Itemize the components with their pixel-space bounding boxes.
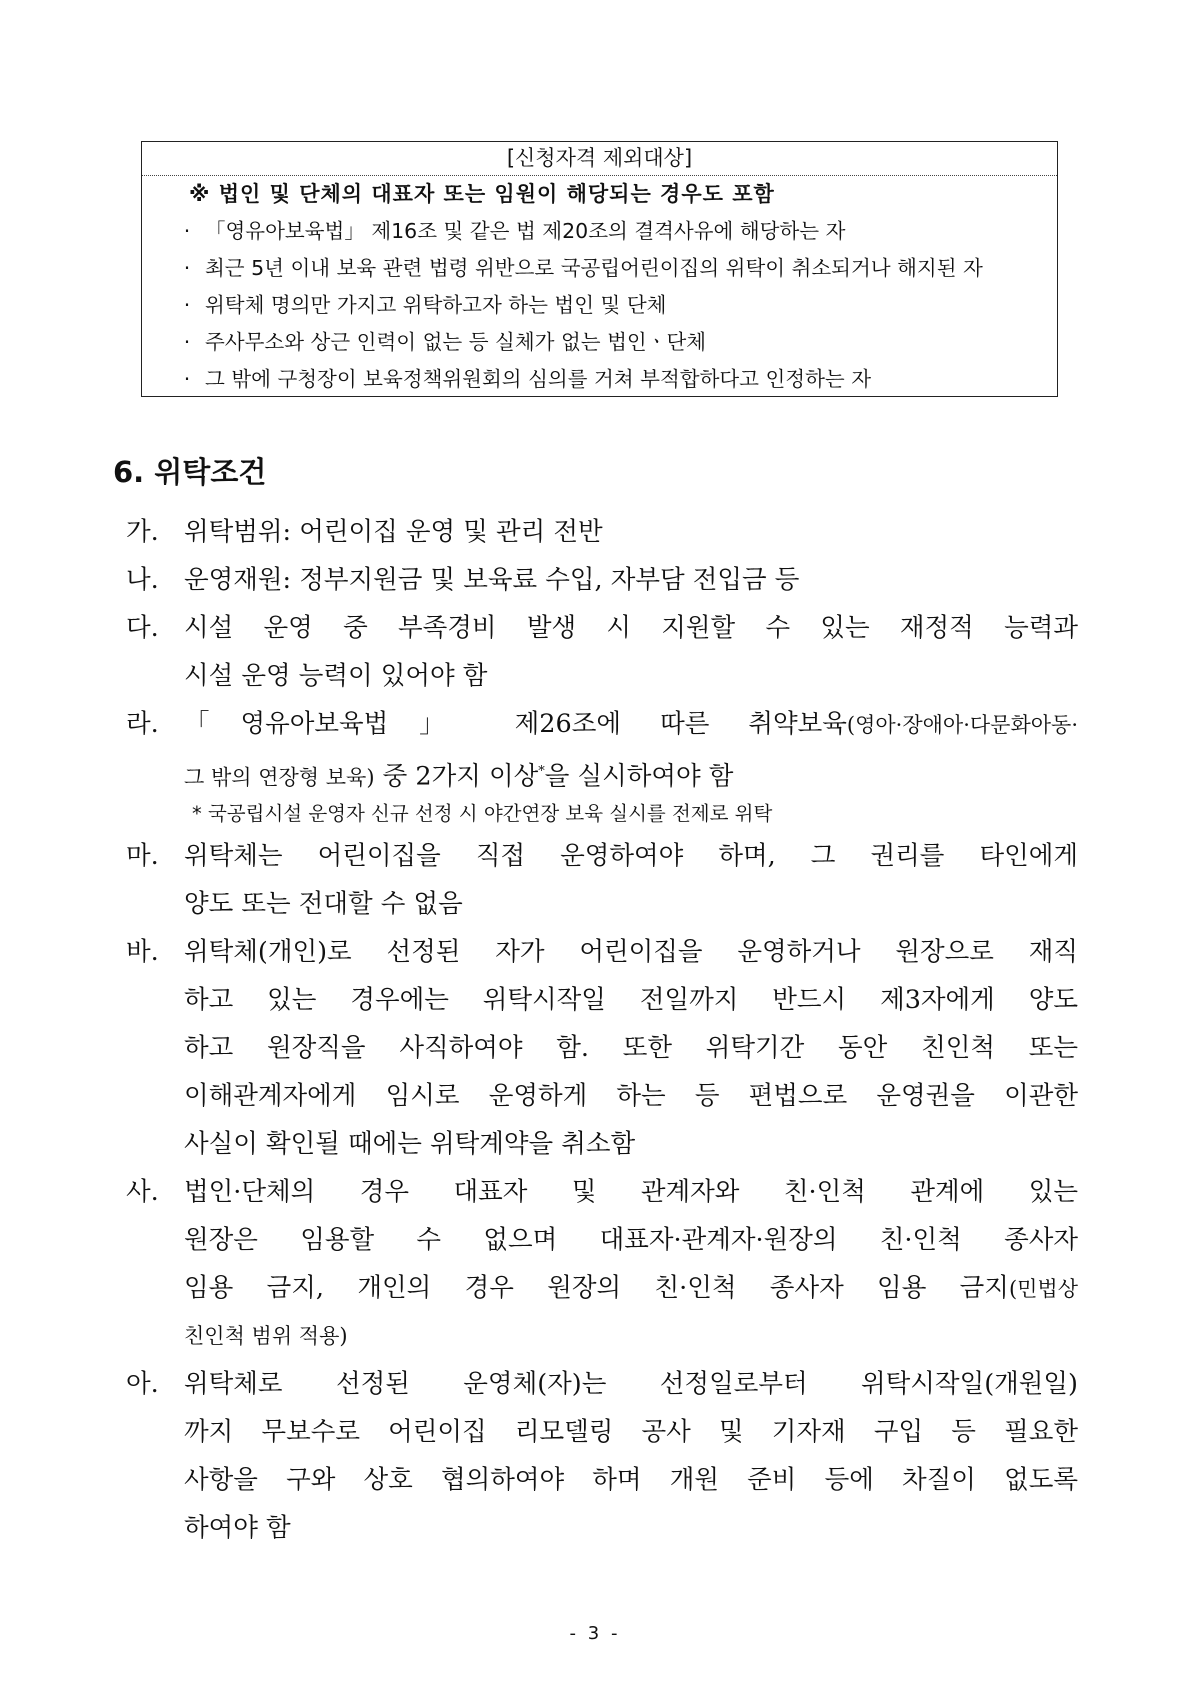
bullet-icon: · — [183, 219, 191, 243]
condition-text: 는 선정일로부터 위탁시작일 — [581, 1369, 985, 1399]
condition-line: 위탁범위: 어린이집 운영 및 관리 전반 — [184, 517, 603, 547]
section-heading: 6. 위탁조건 — [113, 455, 267, 489]
condition-text: 임용 금지, 개인의 경우 원장의 친·인척 종사자 임용 금지 — [184, 1273, 1009, 1303]
condition-line — [184, 700, 1078, 748]
condition-marker: 사. — [126, 1177, 159, 1207]
footnote-marker: * — [538, 764, 545, 779]
condition-text: 위탁체로 선정된 운영체 — [184, 1369, 538, 1399]
condition-item-na — [126, 556, 1078, 604]
condition-line — [184, 748, 1078, 796]
condition-text: 「영유아보육법」 제26조에 따른 취약보육 — [184, 709, 847, 739]
exclusion-list — [142, 213, 1057, 398]
exclusion-item-text: 위탁체 명의만 가지고 위탁하고자 하는 법인 및 단체 — [205, 293, 667, 317]
condition-text: 중 2가지 이상 — [374, 761, 539, 792]
exclusion-list-item — [142, 213, 1057, 250]
condition-item-ga — [126, 508, 1078, 556]
condition-line: 하고 있는 경우에는 위탁시작일 전일까지 반드시 제3자에게 양도 — [184, 985, 1078, 1015]
exclusion-item-text: 그 밖에 구청장이 보육정책위원회의 심의를 거쳐 부적합하다고 인정하는 자 — [205, 367, 872, 391]
condition-line: 시설 운영 능력이 있어야 함 — [184, 661, 488, 691]
exclusion-item-text: 최근 5년 이내 보육 관련 법령 위반으로 국공립어린이집의 위탁이 취소되거나 해지된 자 — [205, 256, 983, 280]
conditions-list — [126, 508, 1078, 1552]
condition-line: 사실이 확인될 때에는 위탁계약을 취소함 — [184, 1129, 636, 1159]
condition-text: 을 실시하여야 함 — [544, 761, 734, 792]
exclusion-box-title: [신청자격 제외대상] — [142, 142, 1057, 176]
condition-marker: 가. — [126, 517, 159, 547]
condition-line: 하여야 함 — [184, 1513, 291, 1543]
bullet-icon: · — [183, 367, 191, 391]
condition-line: 친인척 범위 적용) — [184, 1324, 348, 1348]
exclusion-box-note: ※ 법인 및 단체의 대표자 또는 임원이 해당되는 경우도 포함 — [189, 182, 775, 206]
condition-line — [184, 1264, 1078, 1312]
exclusion-list-item — [142, 324, 1057, 361]
condition-line: 이해관계자에게 임시로 운영하게 하는 등 편법으로 운영권을 이관한 — [184, 1081, 1078, 1111]
condition-line: 원장은 임용할 수 없으며 대표자·관계자·원장의 친·인척 종사자 — [184, 1225, 1078, 1255]
condition-parenthetical: 그 밖의 연장형 보육) — [184, 765, 375, 790]
bullet-icon: · — [183, 330, 191, 354]
exclusion-list-item — [142, 361, 1057, 398]
condition-footnote: * 국공립시설 운영자 신규 선정 시 야간연장 보육 실시를 전제로 위탁 — [192, 802, 773, 825]
condition-parenthetical: (자) — [537, 1369, 582, 1399]
condition-parenthetical: (민법상 — [1008, 1277, 1078, 1301]
condition-line — [184, 1360, 1078, 1408]
condition-line: 운영재원: 정부지원금 및 보육료 수입, 자부담 전입금 등 — [184, 565, 800, 595]
exclusion-list-item — [142, 287, 1057, 324]
exclusion-item-text: 주사무소와 상근 인력이 없는 등 실체가 없는 법인ㆍ단체 — [205, 330, 707, 354]
bullet-icon: · — [183, 256, 191, 280]
condition-line: 위탁체(개인)로 선정된 자가 어린이집을 운영하거나 원장으로 재직 — [184, 937, 1078, 967]
condition-line: 시설 운영 중 부족경비 발생 시 지원할 수 있는 재정적 능력과 — [184, 613, 1078, 643]
condition-line: 사항을 구와 상호 협의하여야 하며 개원 준비 등에 차질이 없도록 — [184, 1465, 1078, 1495]
condition-line: 하고 원장직을 사직하여야 함. 또한 위탁기간 동안 친인척 또는 — [184, 1033, 1078, 1063]
condition-line: 양도 또는 전대할 수 없음 — [184, 889, 463, 919]
condition-line: 까지 무보수로 어린이집 리모델링 공사 및 기자재 구입 등 필요한 — [184, 1417, 1078, 1447]
condition-item-a — [126, 1360, 1078, 1552]
condition-item-sa — [126, 1168, 1078, 1360]
exclusion-criteria-box — [141, 141, 1058, 397]
condition-parenthetical: (영아·장애아·다문화아동· — [846, 713, 1078, 737]
condition-marker: 바. — [126, 937, 159, 967]
condition-marker: 다. — [126, 613, 159, 643]
condition-line: 법인·단체의 경우 대표자 및 관계자와 친·인척 관계에 있는 — [184, 1177, 1078, 1207]
condition-marker: 아. — [126, 1369, 159, 1399]
condition-item-ba — [126, 928, 1078, 1168]
condition-item-ra — [126, 700, 1078, 832]
exclusion-item-text: 「영유아보육법」 제16조 및 같은 법 제20조의 결격사유에 해당하는 자 — [205, 219, 846, 243]
condition-item-da — [126, 604, 1078, 700]
condition-line: 위탁체는 어린이집을 직접 운영하여야 하며, 그 권리를 타인에게 — [184, 841, 1078, 871]
condition-marker: 나. — [126, 565, 159, 595]
condition-marker: 라. — [126, 709, 159, 739]
exclusion-list-item — [142, 250, 1057, 287]
page-number: - 3 - — [569, 1623, 621, 1644]
condition-item-ma — [126, 832, 1078, 928]
bullet-icon: · — [183, 293, 191, 317]
condition-parenthetical: (개원일) — [984, 1369, 1078, 1399]
condition-marker: 마. — [126, 841, 159, 871]
